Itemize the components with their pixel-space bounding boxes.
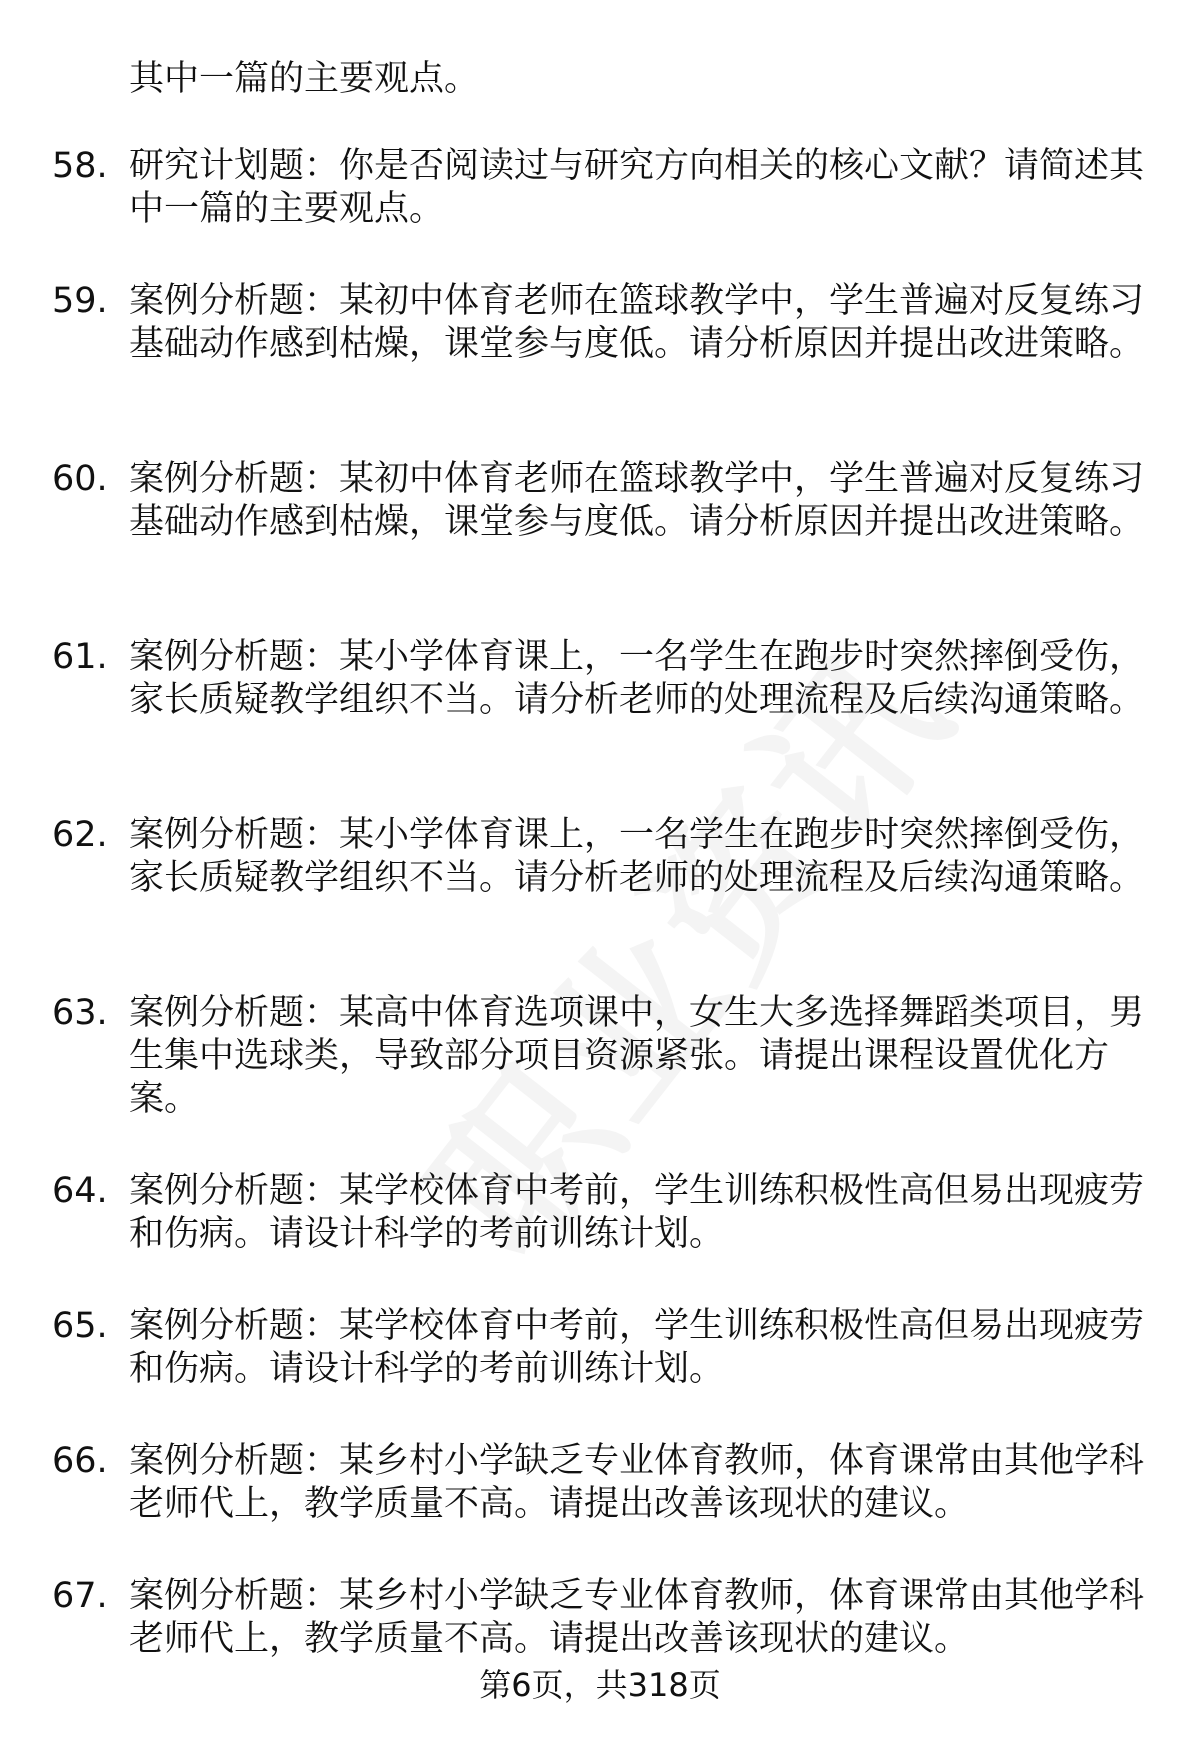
question-item [0, 814, 1200, 992]
question-text: 案例分析题：某高中体育选项课中，女生大多选择舞蹈类项目，男生集中选球类，导致部分项目资源紧张。请提出课程设置优化方案。 [129, 993, 1145, 1119]
question-item [0, 1440, 1200, 1575]
question-text: 案例分析题：某乡村小学缺乏专业体育教师，体育课常由其他学科老师代上，教学质量不高。请提出改善该现状的建议。 [129, 1576, 1145, 1659]
question-text: 案例分析题：某乡村小学缺乏专业体育教师，体育课常由其他学科老师代上，教学质量不高。请提出改善该现状的建议。 [129, 1441, 1145, 1524]
question-number: 64. [52, 1171, 108, 1211]
question-item [0, 145, 1200, 280]
question-text: 案例分析题：某学校体育中考前，学生训练积极性高但易出现疲劳和伤病。请设计科学的考前训练计划。 [129, 1306, 1145, 1389]
question-text: 案例分析题：某学校体育中考前，学生训练积极性高但易出现疲劳和伤病。请设计科学的考前训练计划。 [129, 1171, 1145, 1254]
question-number: 67. [52, 1576, 108, 1616]
question-number: 66. [52, 1441, 108, 1481]
continuation-text: 其中一篇的主要观点。 [129, 59, 480, 99]
question-item [0, 1170, 1200, 1305]
question-number: 61. [52, 637, 108, 677]
question-number: 63. [52, 993, 108, 1033]
question-item [0, 1305, 1200, 1440]
question-number: 62. [52, 815, 108, 855]
question-text: 案例分析题：某小学体育课上，一名学生在跑步时突然摔倒受伤，家长质疑教学组织不当。请分析老师的处理流程及后续沟通策略。 [129, 815, 1145, 898]
question-item [0, 458, 1200, 636]
question-list [0, 145, 1200, 1710]
question-item [0, 636, 1200, 814]
question-number: 60. [52, 459, 108, 499]
question-text: 案例分析题：某小学体育课上，一名学生在跑步时突然摔倒受伤，家长质疑教学组织不当。请分析老师的处理流程及后续沟通策略。 [129, 637, 1145, 720]
question-text: 案例分析题：某初中体育老师在篮球教学中，学生普遍对反复练习基础动作感到枯燥，课堂参与度低。请分析原因并提出改进策略。 [129, 459, 1145, 542]
question-item [0, 992, 1200, 1170]
question-number: 65. [52, 1306, 108, 1346]
question-item [0, 280, 1200, 458]
question-number: 59. [52, 281, 108, 321]
question-text: 研究计划题：你是否阅读过与研究方向相关的核心文献？请简述其中一篇的主要观点。 [129, 146, 1145, 229]
page-number-footer: 第6页，共318页 [479, 1666, 721, 1704]
question-text: 案例分析题：某初中体育老师在篮球教学中，学生普遍对反复练习基础动作感到枯燥，课堂参与度低。请分析原因并提出改进策略。 [129, 281, 1145, 364]
question-number: 58. [52, 146, 108, 186]
